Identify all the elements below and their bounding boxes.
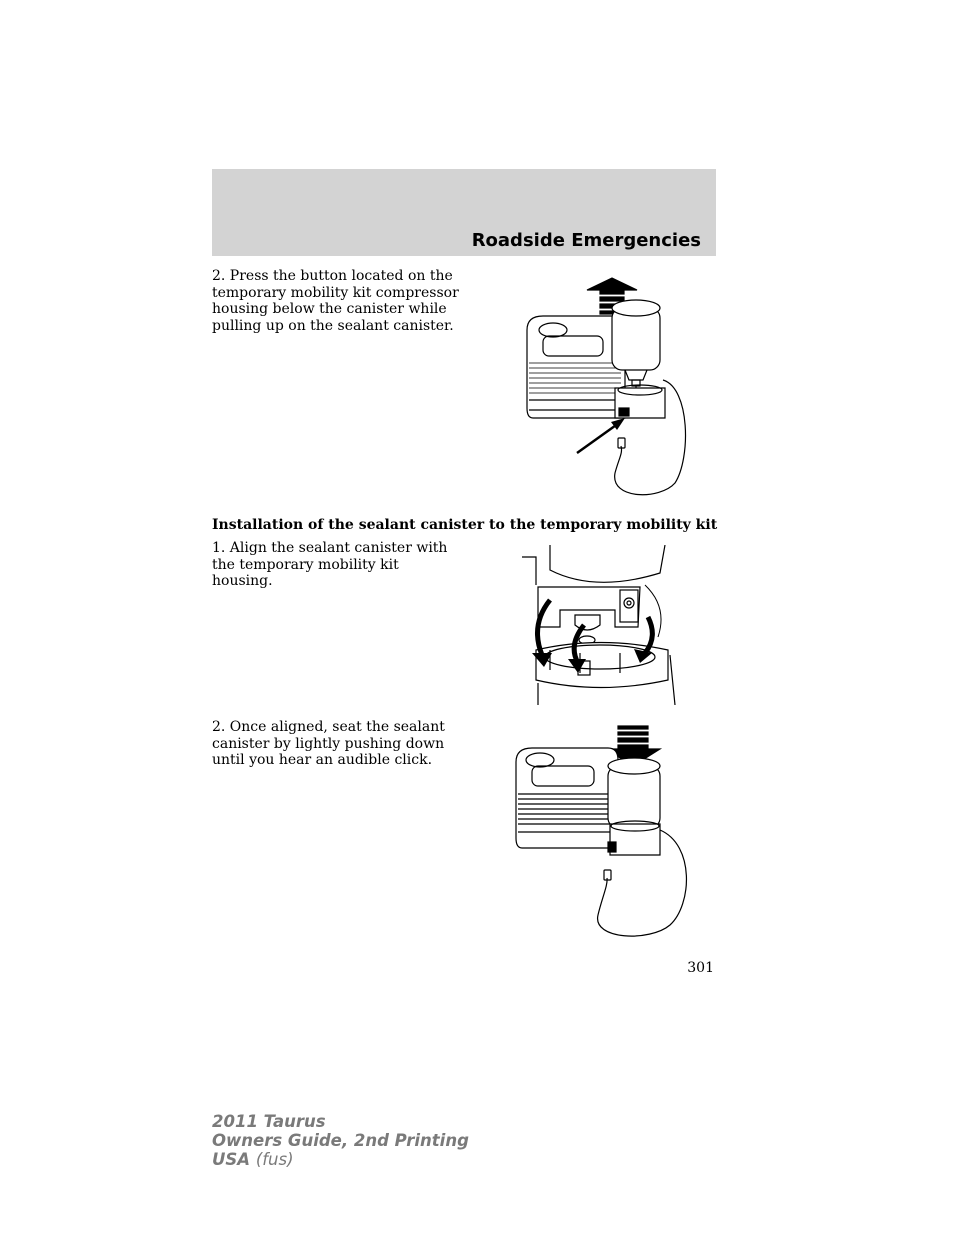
footer-model: 2011 Taurus — [212, 1112, 326, 1131]
footer-region: USA — [212, 1150, 251, 1169]
footer-guide: Owners Guide, 2nd Printing — [212, 1131, 469, 1150]
step-align-canister: 1. Align the sealant canister with the temporary mobility kit housing. — [212, 540, 448, 589]
document-footer — [212, 1112, 469, 1169]
footer-code: (fus) — [255, 1150, 294, 1169]
step-remove-canister: 2. Press the button located on the temporary mobility kit compressor housing below the canister while pulling up on the sealant canister. — [212, 268, 459, 334]
canister-removal-illustration — [515, 268, 695, 500]
step-seat-canister: 2. Once aligned, seat the sealant canister by lightly pushing down until you hear an audible click. — [212, 719, 445, 768]
section-title: Roadside Emergencies — [471, 230, 701, 251]
page-number: 301 — [687, 960, 714, 976]
install-heading: Installation of the sealant canister to the temporary mobility kit — [212, 517, 718, 533]
canister-alignment-illustration — [520, 545, 680, 705]
canister-seating-illustration — [510, 720, 695, 940]
section-header-bar — [212, 169, 716, 256]
footer-market — [212, 1150, 469, 1169]
